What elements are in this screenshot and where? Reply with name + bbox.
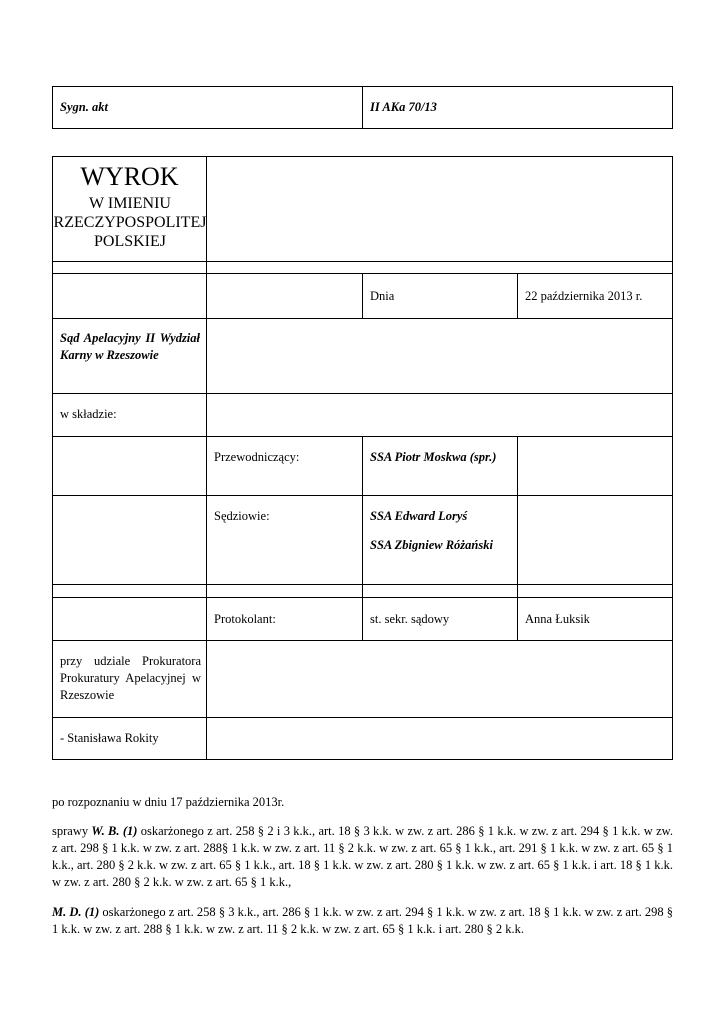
col-line [517, 436, 518, 640]
date-value: 22 października 2013 r. [525, 289, 643, 303]
signature-label: Sygn. akt [60, 100, 108, 114]
row-line [52, 640, 673, 641]
col-line [517, 273, 518, 318]
signature-value: II AKa 70/13 [370, 100, 437, 114]
signature-divider [362, 86, 363, 129]
clerk-role: st. sekr. sądowy [370, 612, 450, 626]
date-label: Dnia [370, 289, 395, 303]
composition-label: w składzie: [60, 407, 117, 421]
judge-1: SSA Edward Loryś [370, 509, 468, 523]
case-prefix: sprawy [52, 824, 92, 838]
judge-2-text: SSA Zbigniew Różański [370, 538, 493, 552]
court-name [60, 330, 200, 364]
subtitle-line-3: POLSKIEJ [93, 233, 166, 250]
presiding-judge [370, 449, 511, 466]
court-name-text: Sąd Apelacyjny II Wydział Karny w Rzeszowie [60, 331, 200, 362]
verdict-subtitle [44, 194, 216, 251]
presiding-label: Przewodniczący: [214, 450, 300, 464]
defendant-1-name: W. B. (1) [91, 824, 138, 838]
judges-label: Sędziowie: [214, 509, 270, 523]
body-paragraph-3 [52, 904, 673, 938]
body-paragraph-2 [52, 823, 673, 891]
defendant-2-name: M. D. (1) [52, 905, 100, 919]
prosecutor-name: - Stanisława Rokity [60, 731, 159, 745]
defendant-1-charges: oskarżonego z art. 258 § 2 i 3 k.k., art. 18 § 3 k.k. w zw. z art. 286 § 1 k.k. w zw. z art. 294 § 1 k.k. w zw. z art. 298 § 1 k.k. w zw. z art. 288§ 1 k.k. w zw. z art. 11 § 2 k.k. w zw. z art. 65 § 1 k.k., art. 291 § 1 k.k. w zw. z art. 65 § 1 k.k., art. 280 § 2 k.k. w zw. z art. 65 § 1 k.k., art. 18 § 1 k.k. w zw. z art. 280 § 1 k.k. w zw. z art. 65 § 1 k.k. i art. 18 § 1 k.k. w zw. z art. 280 § 2 k.k. w zw. z art. 65 § 1 k.k., [52, 824, 673, 889]
body-paragraph-1: po rozpoznaniu w dniu 17 października 2013r. [52, 795, 285, 809]
col-line [362, 273, 363, 318]
prosecutor-label-text: przy udziale Prokuratora Prokuratury Apelacyjnej w Rzeszowie [60, 654, 201, 702]
subtitle-line-1: W IMIENIU [89, 195, 171, 212]
col-line [362, 436, 363, 640]
row-line [52, 717, 673, 718]
prosecutor-label [60, 653, 201, 704]
verdict-title: WYROK [80, 162, 179, 191]
row-line [52, 261, 673, 262]
row-line [52, 393, 673, 394]
defendant-2-charges: oskarżonego z art. 258 § 3 k.k., art. 286 § 1 k.k. w zw. z art. 294 § 1 k.k. w zw. z art. 18 § 1 k.k. w zw. z art. 298 § 1 k.k. w zw. z art. 288 § 1 k.k. w zw. z art. 11 § 2 k.k. w zw. z art. 65 § 1 k.k. i art. 280 § 2 k.k. [52, 905, 674, 936]
row-line [52, 318, 673, 319]
clerk-label: Protokolant: [214, 612, 276, 626]
clerk-name: Anna Łuksik [525, 612, 590, 626]
subtitle-line-2: RZECZYPOSPOLITEJ [53, 214, 207, 231]
presiding-judge-text: SSA Piotr Moskwa (spr.) [370, 450, 497, 464]
judge-2 [370, 537, 511, 554]
